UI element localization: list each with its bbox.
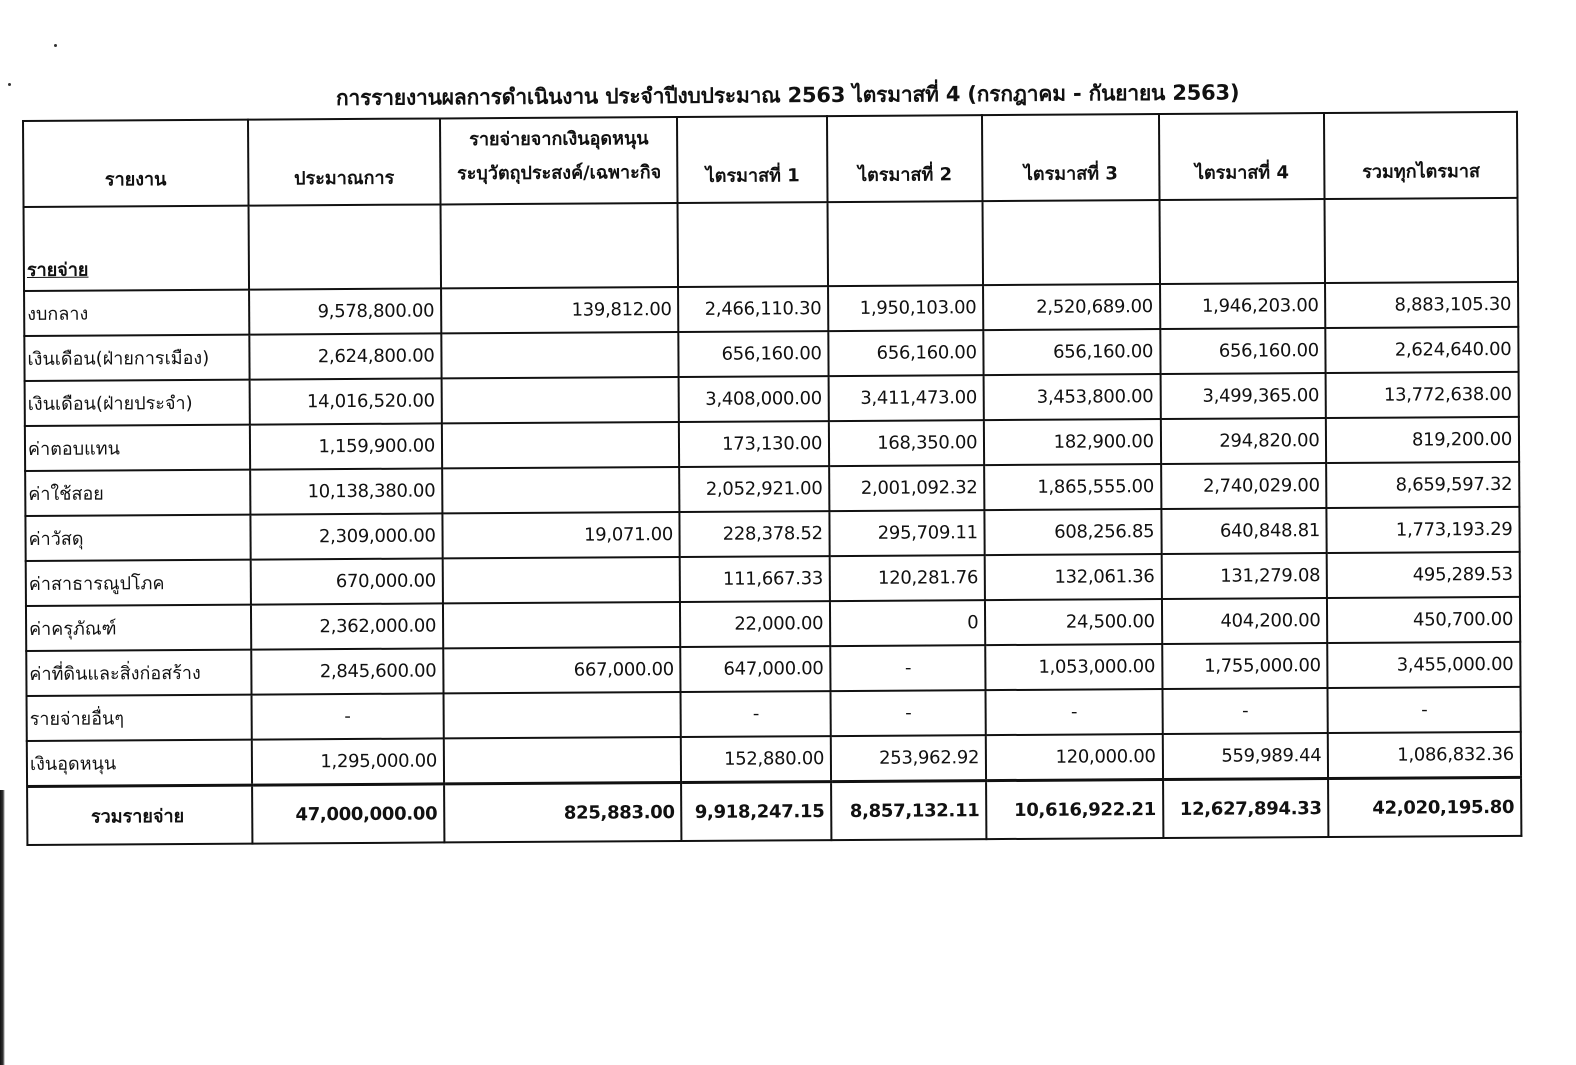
header-reserve bbox=[440, 117, 678, 204]
report-table-container bbox=[22, 111, 1522, 846]
empty-cell bbox=[248, 204, 441, 289]
cell-q3: 1,865,555.00 bbox=[984, 464, 1161, 510]
cell-q3: - bbox=[986, 689, 1163, 735]
cell-q3: 3,453,800.00 bbox=[984, 374, 1161, 420]
cell-q2: 253,962.92 bbox=[831, 735, 986, 781]
header-budget: ประมาณการ bbox=[248, 118, 441, 205]
cell-reserve bbox=[441, 332, 679, 378]
cell-q1: 22,000.00 bbox=[680, 601, 830, 647]
cell-reserve bbox=[442, 422, 680, 468]
cell-q3: 132,061.36 bbox=[985, 554, 1162, 600]
header-label: รายงาน bbox=[23, 120, 248, 207]
cell-q2: - bbox=[830, 645, 985, 691]
cell-q1: 173,130.00 bbox=[679, 421, 829, 467]
cell-q4: 1,946,203.00 bbox=[1160, 283, 1326, 329]
cell-budget: 2,624,800.00 bbox=[249, 333, 442, 379]
row-label: เงินเดือน(ฝ่ายการเมือง) bbox=[24, 335, 249, 381]
cell-reserve bbox=[443, 557, 681, 603]
header-q2: ไตรมาสที่ 2 bbox=[827, 115, 983, 202]
scan-edge-shadow bbox=[0, 790, 5, 1065]
cell-budget: 14,016,520.00 bbox=[249, 378, 442, 424]
cell-q2: 1,950,103.00 bbox=[828, 285, 983, 331]
cell-total: 819,200.00 bbox=[1326, 417, 1519, 463]
cell-q2: - bbox=[831, 690, 986, 736]
cell-q1: 647,000.00 bbox=[681, 646, 831, 692]
row-label: รายจ่ายอื่นๆ bbox=[27, 695, 252, 741]
performance-report-table bbox=[22, 111, 1522, 846]
cell-q4: 294,820.00 bbox=[1161, 418, 1327, 464]
header-reserve-line2: ระบุวัตถุประสงค์/เฉพาะกิจ bbox=[456, 162, 662, 185]
cell-reserve: 19,071.00 bbox=[442, 512, 680, 558]
row-label: งบกลาง bbox=[24, 290, 249, 336]
cell-budget: - bbox=[251, 693, 444, 739]
cell-q2: 0 bbox=[830, 600, 985, 646]
row-label: ค่าวัสดุ bbox=[25, 515, 250, 561]
section-label: รายจ่าย bbox=[26, 259, 89, 281]
cell-q1: 656,160.00 bbox=[679, 331, 829, 377]
empty-cell bbox=[1325, 198, 1518, 283]
cell-budget: 1,159,900.00 bbox=[249, 423, 442, 469]
cell-q2: 120,281.76 bbox=[830, 555, 985, 601]
cell-q4: - bbox=[1162, 688, 1328, 734]
cell-q4: 404,200.00 bbox=[1162, 598, 1328, 644]
scan-speck bbox=[54, 44, 57, 47]
cell-budget: 670,000.00 bbox=[250, 558, 443, 604]
cell-total: 8,883,105.30 bbox=[1325, 282, 1518, 328]
cell-q2: 656,160.00 bbox=[828, 330, 983, 376]
header-q1: ไตรมาสที่ 1 bbox=[677, 116, 827, 203]
cell-total: 1,086,832.36 bbox=[1328, 732, 1521, 779]
cell-q1: 152,880.00 bbox=[681, 736, 831, 782]
cell-budget: 2,309,000.00 bbox=[250, 513, 443, 559]
cell-total: 2,624,640.00 bbox=[1326, 327, 1519, 373]
cell-q1: 3,408,000.00 bbox=[679, 376, 829, 422]
cell-budget: 10,138,380.00 bbox=[250, 468, 443, 514]
cell-total: 13,772,638.00 bbox=[1326, 372, 1519, 418]
total-row bbox=[27, 777, 1521, 845]
cell-total: 495,289.53 bbox=[1327, 552, 1520, 598]
cell-q1: 111,667.33 bbox=[680, 556, 830, 602]
row-label: เงินเดือน(ฝ่ายประจำ) bbox=[25, 380, 250, 426]
cell-budget: 2,362,000.00 bbox=[251, 603, 444, 649]
section-label-cell bbox=[24, 206, 249, 291]
empty-cell bbox=[678, 202, 828, 287]
row-label: ค่าที่ดินและสิ่งก่อสร้าง bbox=[26, 650, 251, 696]
cell-q1: - bbox=[681, 691, 831, 737]
cell-q1: 2,052,921.00 bbox=[680, 466, 830, 512]
cell-q3: 2,520,689.00 bbox=[983, 284, 1160, 330]
cell-total: 8,659,597.32 bbox=[1327, 462, 1520, 508]
document-title: การรายงานผลการดำเนินงาน ประจำปีงบประมาณ 2563 ไตรมาสที่ 4 (กรกฎาคม - กันยายน 2563) bbox=[335, 80, 1240, 110]
total-q4: 12,627,894.33 bbox=[1163, 779, 1329, 839]
cell-reserve bbox=[443, 602, 681, 648]
cell-q3: 1,053,000.00 bbox=[985, 644, 1162, 690]
cell-q2: 2,001,092.32 bbox=[829, 465, 984, 511]
cell-q4: 656,160.00 bbox=[1160, 328, 1326, 374]
total-q3: 10,616,922.21 bbox=[986, 780, 1163, 840]
cell-total: - bbox=[1328, 687, 1521, 733]
section-row bbox=[24, 198, 1518, 291]
header-total: รวมทุกไตรมาส bbox=[1324, 112, 1517, 199]
cell-reserve bbox=[444, 737, 682, 784]
total-label: รวมรายจ่าย bbox=[27, 785, 252, 845]
row-label: ค่าสาธารณูปโภค bbox=[26, 560, 251, 606]
cell-q1: 2,466,110.30 bbox=[679, 286, 829, 332]
cell-q4: 640,848.81 bbox=[1161, 508, 1327, 554]
cell-total: 450,700.00 bbox=[1327, 597, 1520, 643]
cell-q4: 1,755,000.00 bbox=[1162, 643, 1328, 689]
cell-q3: 608,256.85 bbox=[985, 509, 1162, 555]
cell-q3: 24,500.00 bbox=[985, 599, 1162, 645]
cell-total: 1,773,193.29 bbox=[1327, 507, 1520, 553]
cell-q3: 120,000.00 bbox=[986, 734, 1163, 781]
cell-q2: 168,350.00 bbox=[829, 420, 984, 466]
cell-total: 3,455,000.00 bbox=[1328, 642, 1521, 688]
cell-q4: 131,279.08 bbox=[1161, 553, 1327, 599]
cell-q1: 228,378.52 bbox=[680, 511, 830, 557]
empty-cell bbox=[983, 200, 1160, 285]
cell-q4: 2,740,029.00 bbox=[1161, 463, 1327, 509]
header-reserve-line1: รายจ่ายจากเงินอุดหนุน bbox=[469, 128, 649, 151]
header-q4: ไตรมาสที่ 4 bbox=[1159, 113, 1325, 200]
row-label: ค่าใช้สอย bbox=[25, 470, 250, 516]
total-reserve: 825,883.00 bbox=[444, 782, 682, 842]
cell-q3: 656,160.00 bbox=[984, 329, 1161, 375]
cell-budget: 9,578,800.00 bbox=[249, 288, 442, 334]
table-header-row bbox=[23, 112, 1517, 207]
row-label: ค่าตอบแทน bbox=[25, 425, 250, 471]
total-q1: 9,918,247.15 bbox=[682, 782, 832, 841]
total-q2: 8,857,132.11 bbox=[831, 781, 986, 840]
cell-reserve bbox=[442, 377, 680, 423]
cell-reserve: 667,000.00 bbox=[443, 647, 681, 693]
cell-q4: 559,989.44 bbox=[1162, 733, 1328, 780]
cell-q4: 3,499,365.00 bbox=[1160, 373, 1326, 419]
empty-cell bbox=[828, 201, 984, 286]
cell-q2: 295,709.11 bbox=[830, 510, 985, 556]
cell-reserve bbox=[442, 467, 680, 513]
total-budget: 47,000,000.00 bbox=[252, 784, 445, 844]
cell-budget: 1,295,000.00 bbox=[251, 738, 444, 785]
empty-cell bbox=[1159, 199, 1325, 284]
header-q3: ไตรมาสที่ 3 bbox=[982, 114, 1159, 201]
row-label: ค่าครุภัณฑ์ bbox=[26, 605, 251, 651]
cell-q3: 182,900.00 bbox=[984, 419, 1161, 465]
row-label: เงินอุดหนุน bbox=[27, 740, 252, 787]
empty-cell bbox=[441, 203, 679, 288]
total-all-quarters: 42,020,195.80 bbox=[1329, 777, 1522, 837]
cell-reserve bbox=[444, 692, 682, 738]
cell-budget: 2,845,600.00 bbox=[251, 648, 444, 694]
scan-speck bbox=[8, 83, 11, 86]
cell-q2: 3,411,473.00 bbox=[829, 375, 984, 421]
cell-reserve: 139,812.00 bbox=[441, 287, 679, 333]
